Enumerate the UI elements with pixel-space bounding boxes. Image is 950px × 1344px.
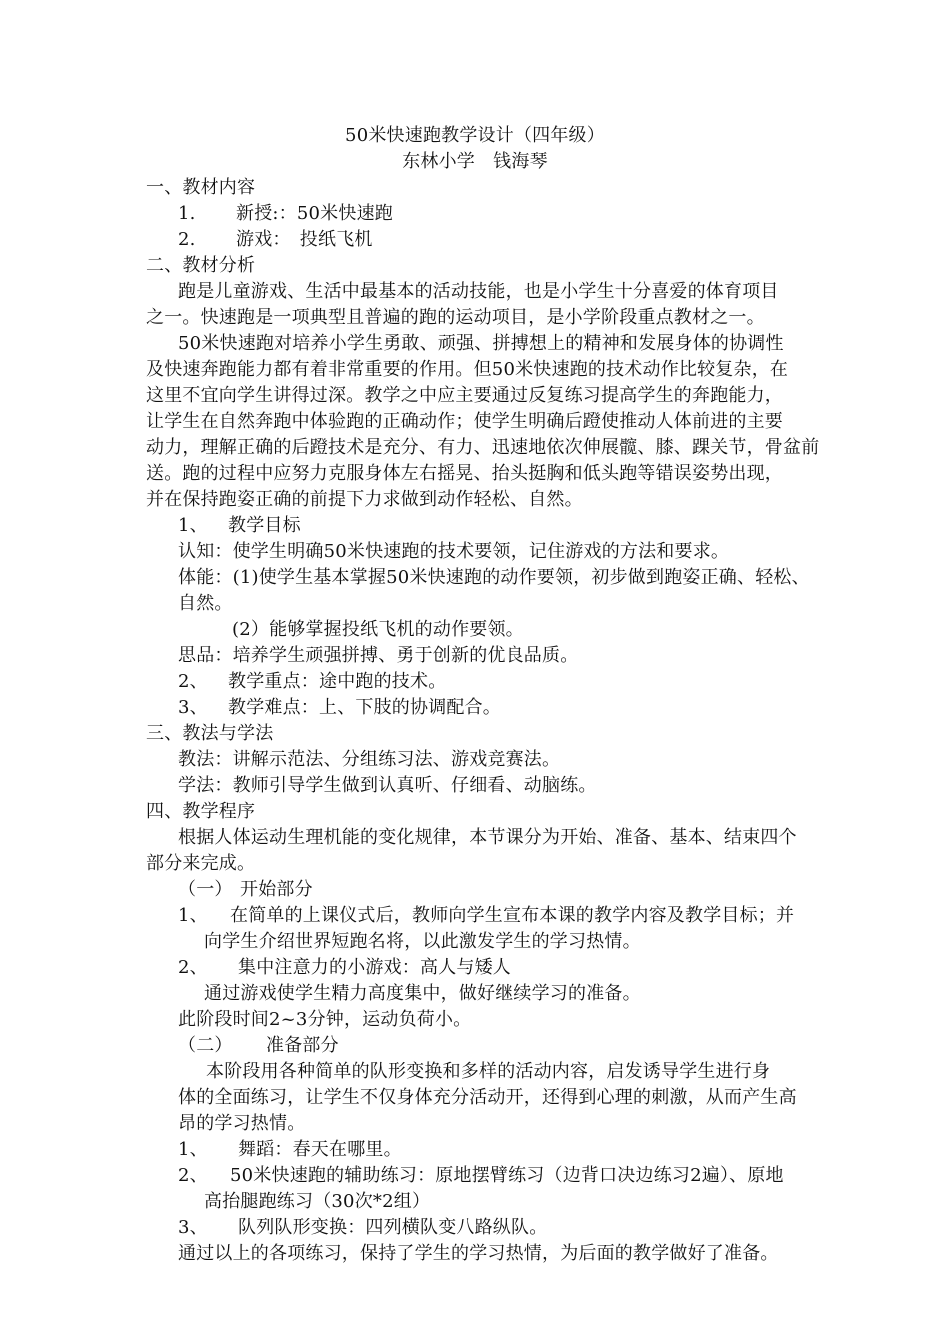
item-number: 3、	[178, 697, 208, 718]
goal-cognitive: 认知：使学生明确50米快速跑的技术要领，记住游戏的方法和要求。	[178, 541, 730, 562]
goal-moral: 思品：培养学生顽强拼搏、勇于创新的优良品质。	[178, 645, 579, 666]
teaching-method: 教法：讲解示范法、分组练习法、游戏竞赛法。	[178, 749, 561, 770]
paragraph-line: 动力，理解正确的后蹬技术是充分、有力、迅速地依次伸展髋、膝、踝关节，骨盆前	[146, 437, 820, 458]
list-item	[178, 1138, 402, 1162]
paragraph-line: 之一。快速跑是一项典型且普遍的跑的运动项目，是小学阶段重点教材之一。	[146, 307, 765, 328]
item-number: 2、	[178, 1165, 208, 1186]
item-text: 舞蹈：春天在哪里。	[238, 1139, 402, 1160]
item-text: 队列队形变换：四列横队变八路纵队。	[238, 1217, 548, 1238]
paragraph-line: 昂的学习热情。	[178, 1113, 306, 1134]
author-line: 东林小学 钱海琴	[402, 151, 548, 172]
subsection-number: （一）	[178, 879, 233, 900]
subsection-title: 开始部分	[240, 879, 313, 900]
item-text: 教学难点：上、下肢的协调配合。	[228, 697, 501, 718]
item-text: 集中注意力的小游戏：高人与矮人	[238, 957, 511, 978]
item-text-cont: 向学生介绍世界短跑名将，以此激发学生的学习热情。	[204, 931, 641, 952]
item-text-cont: 高抬腿跑练习（30次*2组）	[204, 1191, 431, 1212]
item-number: 2、	[178, 957, 208, 978]
item-number: 2、	[178, 671, 208, 692]
paragraph-line: 并在保持跑姿正确的前提下力求做到动作轻松、自然。	[146, 489, 583, 510]
list-item	[178, 228, 373, 252]
paragraph-line: 这里不宜向学生讲得过深。教学之中应主要通过反复练习提高学生的奔跑能力，	[146, 385, 783, 406]
item-number: 1、	[178, 515, 208, 536]
item-text: 游戏： 投纸飞机	[236, 229, 373, 250]
goal-physical-2: (2）能够掌握投纸飞机的动作要领。	[232, 619, 524, 640]
goal-physical-cont: 自然。	[178, 593, 233, 614]
paragraph-line: 体的全面练习，让学生不仅身体充分活动开，还得到心理的刺激，从而产生高	[178, 1087, 797, 1108]
section-heading: 四、教学程序	[146, 801, 256, 822]
item-text: 新授:：50米快速跑	[236, 203, 393, 224]
paragraph-line: 跑是儿童游戏、生活中最基本的活动技能，也是小学生十分喜爱的体育项目	[178, 281, 779, 302]
list-item	[178, 202, 393, 226]
item-text: 50米快速跑的辅助练习：原地摆臂练习（边背口决边练习2遍）、原地	[230, 1165, 784, 1186]
list-item	[178, 696, 501, 720]
paragraph-line: 让学生在自然奔跑中体验跑的正确动作；使学生明确后蹬使推动人体前进的主要	[146, 411, 783, 432]
learning-method: 学法：教师引导学生做到认真听、仔细看、动脑练。	[178, 775, 597, 796]
item-number: 1、	[178, 1139, 208, 1160]
goal-physical: 体能：(1)使学生基本掌握50米快速跑的动作要领，初步做到跑姿正确、轻松、	[178, 567, 810, 588]
list-item	[178, 956, 511, 980]
paragraph-line: 部分来完成。	[146, 853, 256, 874]
paragraph-line: 及快速奔跑能力都有着非常重要的作用。但50米快速跑的技术动作比较复杂，在	[146, 359, 789, 380]
section-heading: 一、教材内容	[146, 177, 256, 198]
item-number: 1.	[178, 203, 196, 224]
subsection-title: 准备部分	[266, 1035, 339, 1056]
item-text: 教学目标	[228, 515, 301, 536]
item-number: 2.	[178, 229, 196, 250]
list-item	[178, 904, 794, 928]
section-heading: 三、教法与学法	[146, 723, 274, 744]
subsection-number: （二）	[178, 1035, 233, 1056]
item-number: 3、	[178, 1217, 208, 1238]
subsection-heading	[178, 878, 313, 902]
section-heading: 二、教材分析	[146, 255, 256, 276]
document-title: 50米快速跑教学设计（四年级）	[345, 125, 605, 146]
item-text: 在简单的上课仪式后，教师向学生宣布本课的教学内容及教学目标；并	[230, 905, 795, 926]
list-item	[178, 1164, 784, 1188]
list-item	[178, 1216, 547, 1240]
item-note: 通过游戏使学生精力高度集中，做好继续学习的准备。	[204, 983, 641, 1004]
paragraph-line: 送。跑的过程中应努力克服身体左右摇晃、抬头挺胸和低头跑等错误姿势出现，	[146, 463, 783, 484]
paragraph-line: 50米快速跑对培养小学生勇敢、顽强、拼搏想上的精神和发展身体的协调性	[178, 333, 784, 354]
subsection-heading	[178, 1034, 339, 1058]
paragraph-line: 根据人体运动生理机能的变化规律，本节课分为开始、准备、基本、结束四个	[178, 827, 797, 848]
paragraph-line: 通过以上的各项练习，保持了学生的学习热情，为后面的教学做好了准备。	[178, 1243, 779, 1264]
item-number: 1、	[178, 905, 208, 926]
item-text: 教学重点：途中跑的技术。	[228, 671, 447, 692]
list-item	[178, 670, 446, 694]
paragraph-line: 本阶段用各种简单的队形变换和多样的活动内容，启发诱导学生进行身	[206, 1061, 771, 1082]
list-item	[178, 514, 301, 538]
phase-time: 此阶段时间2~3分钟，运动负荷小。	[178, 1009, 472, 1030]
